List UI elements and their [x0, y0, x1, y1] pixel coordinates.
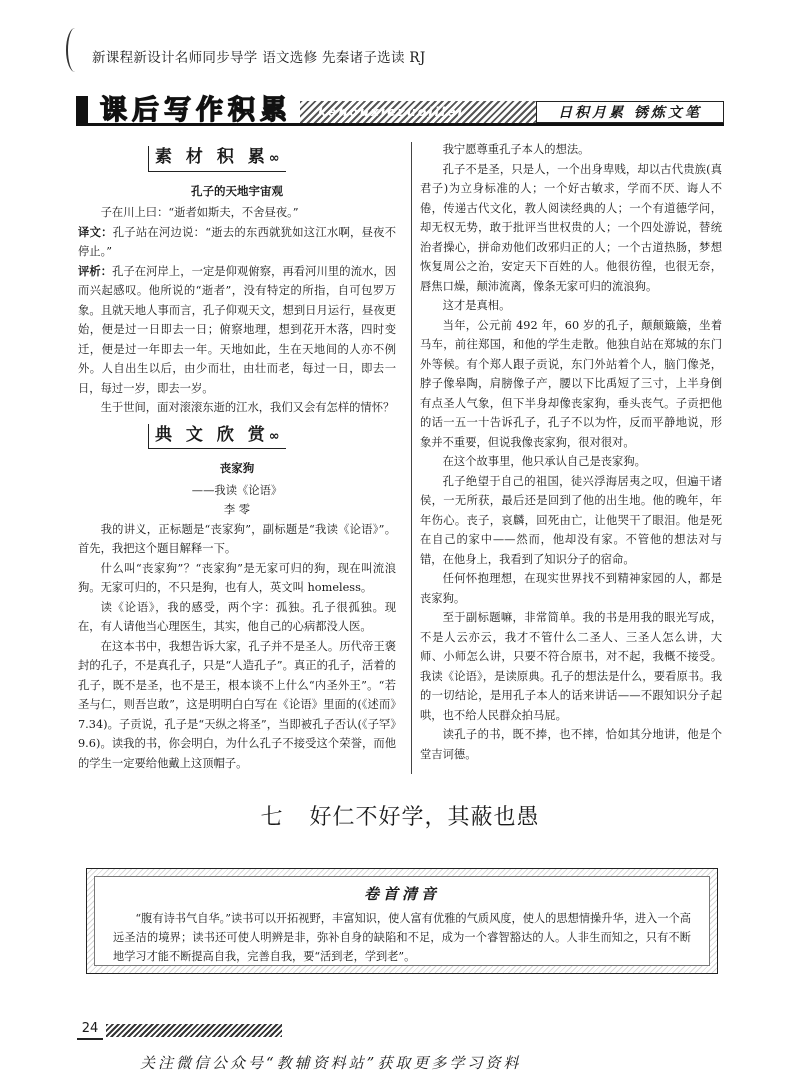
essay-paragraph: 任何怀抱理想，在现实世界找不到精神家园的人，都是丧家狗。	[420, 572, 722, 605]
essay-paragraph: 我的讲义，正标题是“丧家狗”，副标题是“我读《论语》”。首先，我把这个题目解释一下。	[78, 522, 396, 555]
translation-text: 孔子站在河边说：“逝去的东西就犹如这江水啊，昼夜不停止。”	[78, 225, 396, 258]
commentary-text: 孔子在河岸上，一定是仰观俯察，再看河川里的流水，因而兴起感叹。他所说的“逝者”，没有特定的所指，自可包罗万象。且就天地人事而言，孔子仰观天文，想到日月运行，昼夜更始，便是过一日即去一日；俯察地理，想到花开木落，四时变迁，便是过一年即去一年。天地如此，生在天地间的人亦不例外。人自出生以后，由少而壮，由壮而老，每过一日，即去一日，每过一岁，即去一岁。	[78, 264, 396, 395]
essay-paragraph: 当年，公元前 492 年，60 岁的孔子，颠颠簸簸，坐着马车，前往郑国，和他的学生走散。他独自站在郑城的东门外等候。有个郑人跟子贡说，东门外站着个人，脑门像尧，脖子像皋陶，肩膀像子产，腰以下比禹短了三寸，上半身倒有点圣人气象，但下半身却像丧家狗，垂头丧气。子贡把他的话一五一十告诉孔子，孔子不以为忤，反而平静地说，形象并不重要，但说我像丧家狗，很对很对。	[420, 318, 722, 449]
chapter-title: 好仁不好学，其蔽也愚	[309, 805, 540, 830]
preface-text: “腹有诗书气自华。”读书可以开拓视野，丰富知识，使人富有优雅的气质风度，使人的思想情操升华，进入一个高远圣洁的境界；读书还可使人明辨是非，弥补自身的缺陷和不足，成为一个睿智豁达的人。人非生而知之，只有不断地学习才能不断提高自我，完善自我，要“活到老，学到老”。	[113, 912, 691, 963]
commentary-paragraph	[78, 262, 396, 399]
translation-paragraph	[78, 223, 396, 262]
subsection-heading-text: 素 材 积 累	[155, 147, 269, 167]
column-divider	[411, 142, 412, 774]
infinity-icon: ∞	[268, 428, 280, 444]
preface-box	[86, 868, 718, 974]
chapter-number: 七	[260, 805, 284, 830]
essay-paragraph: 我宁愿尊重孔子本人的想法。	[442, 143, 590, 156]
classic-quote: 子在川上曰：“逝者如斯夫，不舍昼夜。”	[100, 206, 299, 219]
preface-inner	[94, 876, 710, 966]
left-column	[78, 140, 396, 773]
essay-subtitle: ——我读《论语》	[191, 483, 283, 497]
footer-note: 关注微信公众号“教辅资料站”获取更多学习资料	[140, 1054, 522, 1072]
header-decoration	[66, 28, 84, 72]
essay-paragraph: 在这本书中，我想告诉大家，孔子并不是圣人。历代帝王褒封的孔子，不是真孔子，只是“人造孔子”。真正的孔子，活着的孔子，既不是圣，也不是王，根本谈不上什么“内圣外王”。“若圣与仁，则吾岂敢”，这是明明白白写在《论语》里面的(《述而》7.34)。子贡说，孔子是“天纵之将圣”，当即被孔子否认(《子罕》9.6)。读我的书，你会明白，为什么孔子不接受这个荣誉，而他的学生一定要给他戴上这顶帽子。	[78, 639, 396, 770]
subsection-heading-text: 典 文 欣 赏	[155, 424, 269, 445]
article-title: 孔子的天地宇宙观	[191, 183, 283, 198]
essay-paragraph: 这才是真相。	[442, 299, 511, 312]
running-header: 新课程新设计名师同步导学 语文选修 先秦诸子选读 RJ	[92, 50, 426, 66]
essay-paragraph: 读孔子的书，既不捧，也不摔，恰如其分地讲，他是个堂吉诃德。	[420, 728, 722, 761]
essay-paragraph: 在这个故事里，他只承认自己是丧家狗。	[442, 455, 646, 468]
essay-title: 丧家狗	[219, 461, 255, 475]
right-column	[420, 140, 722, 764]
preface-title: 卷首清音	[363, 885, 440, 903]
subsection-heading-material	[148, 146, 286, 172]
page-number: 24	[77, 1020, 103, 1040]
banner-motto: 日积月累 锈炼文笔	[536, 101, 724, 123]
infinity-icon: ∞	[268, 151, 280, 166]
essay-paragraph: 孔子绝望于自己的祖国，徒兴浮海居夷之叹，但遍干诸侯，一无所获，最后还是回到了他的出生地。他的晚年，年年伤心。丧子，哀麟，回死由亡，让他哭干了眼泪。他是死在自己的家中——然而，他却没有家。不管他的想法对与错，在他身上，我看到了知识分子的宿命。	[420, 474, 722, 566]
subsection-heading-classic	[148, 424, 286, 450]
chapter-heading	[0, 800, 800, 831]
section-banner-title: 课后写作积累	[100, 95, 292, 126]
banner-pinyin: kehouxiezuojilei	[318, 104, 464, 119]
essay-author: 李 零	[223, 503, 251, 516]
essay-paragraph: 读《论语》，我的感受，两个字：孤独。孔子很孤独。现在，有人请他当心理医生，其实，他自己的心病都没人医。	[78, 600, 396, 633]
essay-paragraph: 至于副标题嘛，非常简单。我的书是用我的眼光写成，不是人云亦云，我才不管什么二圣人、三圣人怎么讲，大师、小师怎么讲，只要不符合原书，对不起，我概不接受。我读《论语》，是读原典。孔子的想法是什么，要看原书。我的一切结论，是用孔子本人的话来讲话——不跟知识分子起哄，也不给人民群众拍马屁。	[420, 611, 722, 722]
essay-paragraph: 什么叫“丧家狗”？“丧家狗”是无家可归的狗，现在叫流浪狗。无家可归的，不只是狗，也有人，英文叫 homeless。	[78, 561, 396, 594]
footer-hatch	[106, 1024, 282, 1037]
translation-label: 译文：	[78, 225, 113, 239]
commentary-label: 评析：	[78, 264, 113, 278]
essay-paragraph: 孔子不是圣，只是人，一个出身卑贱，却以古代贵族(真君子)为立身标准的人；一个好古敏求，学而不厌、诲人不倦，传递古代文化，教人阅读经典的人；一个有道德学问，却无权无势，敢于批评当世权贵的人；一个四处游说，替统治者操心，拼命劝他们改邪归正的人；一个古道热肠，梦想恢复周公之治，安定天下百姓的人。他很彷徨，也很无奈，唇焦口燥，颠沛流离，像条无家可归的流浪狗。	[420, 162, 722, 293]
reflection-question: 生于世间，面对滚滚东逝的江水，我们又会有怎样的情怀？	[100, 401, 395, 414]
